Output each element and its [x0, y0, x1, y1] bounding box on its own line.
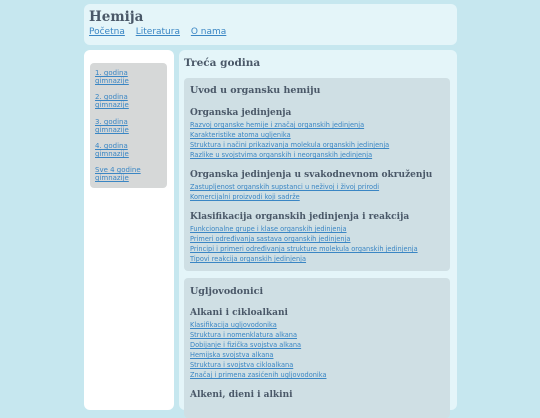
- topic-link[interactable]: Primeri određivanja sastava organskih jedinjenja: [190, 235, 351, 243]
- page-title: Treća godina: [184, 57, 261, 69]
- topic-link[interactable]: Klasifikacija ugljovodonika: [190, 321, 277, 329]
- topic-link[interactable]: Hemijska svojstva alkana: [190, 351, 274, 359]
- nav-link-about[interactable]: O nama: [190, 27, 227, 37]
- group-title: Alkeni, dieni i alkini: [190, 390, 293, 400]
- sidebar-item-year-3[interactable]: 3. godina gimnazije: [95, 118, 129, 134]
- top-navigation: [89, 27, 234, 37]
- group-title: Alkani i cikloalkani: [190, 308, 288, 318]
- topic-link[interactable]: Struktura i svojstva cikloalkana: [190, 361, 294, 369]
- topic-link[interactable]: Zastupljenost organskih supstanci u neživoj i živoj prirodi: [190, 183, 380, 191]
- topic-link[interactable]: Principi i primeri određivanja strukture molekula organskih jedinjenja: [190, 245, 418, 253]
- nav-link-literature[interactable]: Literatura: [135, 27, 180, 37]
- sidebar: [84, 50, 174, 410]
- section-intro-organic-chemistry: [184, 78, 450, 271]
- nav-link-home[interactable]: Početna: [89, 27, 125, 37]
- topic-link[interactable]: Značaj i primena zasićenih ugljovodonika: [190, 371, 327, 379]
- sidebar-menu: [90, 63, 167, 188]
- topic-link[interactable]: Razlike u svojstvima organskih i neorganskih jedinjenja: [190, 151, 373, 159]
- sidebar-item-year-1[interactable]: 1. godina gimnazije: [95, 69, 129, 85]
- section-title: Ugljovodonici: [190, 286, 264, 297]
- topic-link[interactable]: Razvoj organske hemije i značaj organskih jedinjenja: [190, 121, 365, 129]
- topic-link[interactable]: Struktura i načini prikazivanja molekula organskih jedinjenja: [190, 141, 390, 149]
- sidebar-item-all-years[interactable]: Sve 4 godine gimnazije: [95, 166, 141, 182]
- topic-link[interactable]: Komercijalni proizvodi koji sadrže: [190, 193, 300, 201]
- topic-link[interactable]: Funkcionalne grupe i klase organskih jedinjenja: [190, 225, 347, 233]
- group-title: Organska jedinjenja: [190, 108, 292, 118]
- group-title: Klasifikacija organskih jedinjenja i reakcija: [190, 212, 410, 222]
- site-title: Hemija: [89, 9, 144, 25]
- site-header: [84, 4, 457, 45]
- topic-link[interactable]: Karakteristike atoma ugljenika: [190, 131, 291, 139]
- topic-link[interactable]: Struktura i nomenklatura alkana: [190, 331, 298, 339]
- sidebar-item-year-4[interactable]: 4. godina gimnazije: [95, 142, 129, 158]
- topic-link[interactable]: Tipovi reakcija organskih jedinjenja: [190, 255, 307, 263]
- section-hydrocarbons: [184, 278, 450, 418]
- sidebar-item-year-2[interactable]: 2. godina gimnazije: [95, 93, 129, 109]
- section-title: Uvod u organsku hemiju: [190, 85, 321, 96]
- group-title: Organska jedinjenja u svakodnevnom okruženju: [190, 170, 433, 180]
- topic-link[interactable]: Dobijanje i fizička svojstva alkana: [190, 341, 302, 349]
- main-content: [179, 50, 457, 410]
